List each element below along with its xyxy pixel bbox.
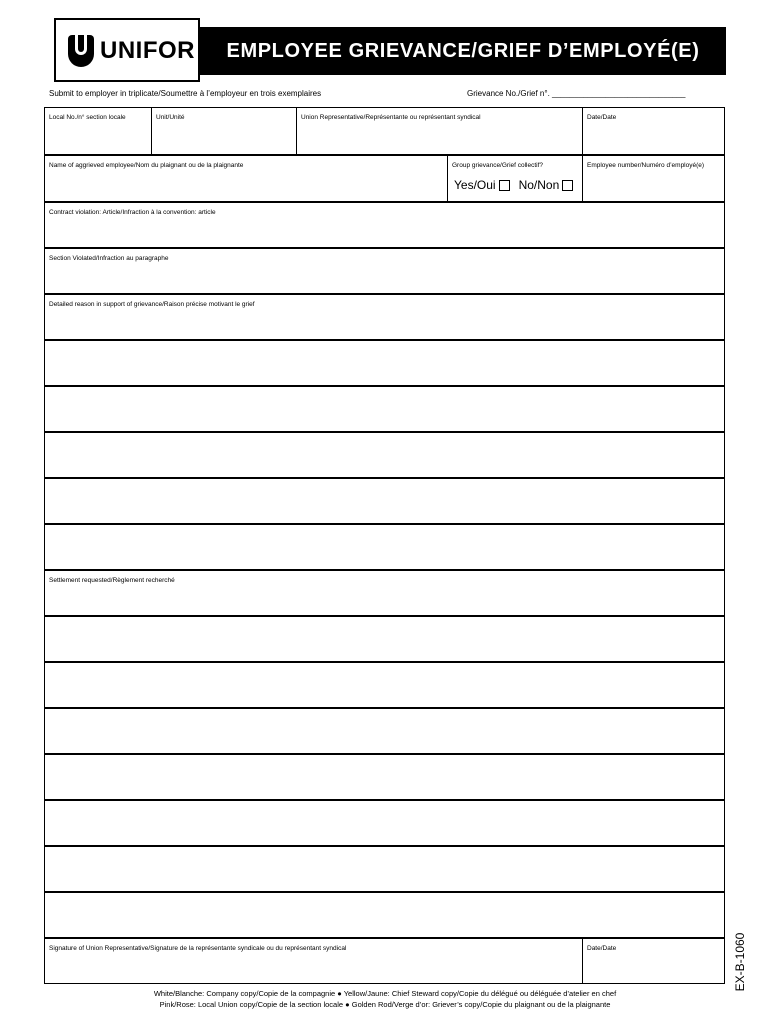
detailed-reason-field[interactable] bbox=[45, 295, 724, 341]
reason-line[interactable] bbox=[45, 387, 724, 433]
no-checkbox[interactable] bbox=[562, 180, 573, 191]
union-representative-label: Union Representative/Représentante ou représentant syndical bbox=[301, 114, 481, 121]
footer-copy-distribution-1: White/Blanche: Company copy/Copie de la compagnie ● Yellow/Jaune: Chief Steward copy/Copie du délégué ou déléguée d’atelier en chef bbox=[153, 989, 617, 998]
union-rep-signature-field[interactable] bbox=[45, 939, 582, 983]
yes-checkbox[interactable] bbox=[499, 180, 510, 191]
reason-line[interactable] bbox=[45, 341, 724, 387]
settlement-line[interactable] bbox=[45, 801, 724, 847]
grievance-form bbox=[44, 107, 725, 984]
row-local-unit-rep-date bbox=[45, 108, 724, 156]
settlement-line[interactable] bbox=[45, 893, 724, 939]
reason-line[interactable] bbox=[45, 479, 724, 525]
settlement-line[interactable] bbox=[45, 709, 724, 755]
footer-copy-distribution-2: Pink/Rose: Local Union copy/Copie de la section locale ● Golden Rod/Verge d’or: Griever’s copy/Copie du plaignant ou de la plaignante bbox=[159, 1000, 611, 1009]
yes-no-options bbox=[454, 178, 582, 192]
settlement-line[interactable] bbox=[45, 847, 724, 893]
union-representative-field[interactable] bbox=[296, 108, 582, 154]
unifor-logo bbox=[54, 18, 200, 82]
unit-field[interactable] bbox=[151, 108, 296, 154]
signature-date-field[interactable] bbox=[582, 939, 724, 983]
grievance-number-field[interactable]: Grievance No./Grief n°. ______________________________ bbox=[467, 89, 686, 98]
form-code bbox=[733, 932, 747, 992]
aggrieved-employee-name-field[interactable] bbox=[45, 156, 447, 201]
contract-violation-label: Contract violation: Article/Infraction à la convention: article bbox=[49, 209, 216, 216]
form-title: EMPLOYEE GRIEVANCE/GRIEF D’EMPLOYÉ(E) bbox=[200, 27, 726, 75]
signature-date-label: Date/Date bbox=[587, 945, 617, 952]
local-number-label: Local No./n° section locale bbox=[49, 114, 126, 121]
group-grievance-field bbox=[447, 156, 582, 201]
reason-line[interactable] bbox=[45, 525, 724, 571]
reason-line[interactable] bbox=[45, 433, 724, 479]
group-grievance-label: Group grievance/Grief collectif? bbox=[452, 162, 544, 169]
unit-label: Unit/Unité bbox=[156, 114, 185, 121]
contract-violation-field[interactable] bbox=[45, 203, 724, 249]
form-code-text: EX-B-1060 bbox=[733, 932, 747, 992]
settlement-line[interactable] bbox=[45, 617, 724, 663]
row-signature bbox=[45, 939, 724, 983]
row-employee-info bbox=[45, 156, 724, 203]
settlement-line[interactable] bbox=[45, 755, 724, 801]
settlement-requested-label: Settlement requested/Règlement recherché bbox=[49, 577, 175, 584]
detailed-reason-label: Detailed reason in support of grievance/Raison précise motivant le grief bbox=[49, 301, 255, 308]
logo-text: UNIFOR bbox=[100, 37, 195, 64]
date-field[interactable] bbox=[582, 108, 724, 154]
section-violated-label: Section Violated/Infraction au paragraphe bbox=[49, 255, 169, 262]
date-label: Date/Date bbox=[587, 114, 617, 121]
unifor-shield-icon bbox=[68, 35, 94, 67]
section-violated-field[interactable] bbox=[45, 249, 724, 295]
signature-label: Signature of Union Representative/Signature de la représentante syndicale ou du représentant syndical bbox=[49, 945, 347, 952]
settlement-requested-field[interactable] bbox=[45, 571, 724, 617]
yes-label: Yes/Oui bbox=[454, 178, 496, 192]
no-label: No/Non bbox=[518, 178, 560, 192]
employee-number-field[interactable] bbox=[582, 156, 724, 201]
settlement-line[interactable] bbox=[45, 663, 724, 709]
submit-note: Submit to employer in triplicate/Soumettre à l’employeur en trois exemplaires bbox=[49, 89, 322, 98]
aggrieved-employee-name-label: Name of aggrieved employee/Nom du plaignant ou de la plaignante bbox=[49, 162, 244, 169]
employee-number-label: Employee number/Numéro d’employé(e) bbox=[587, 162, 705, 169]
local-number-field[interactable] bbox=[45, 108, 151, 154]
